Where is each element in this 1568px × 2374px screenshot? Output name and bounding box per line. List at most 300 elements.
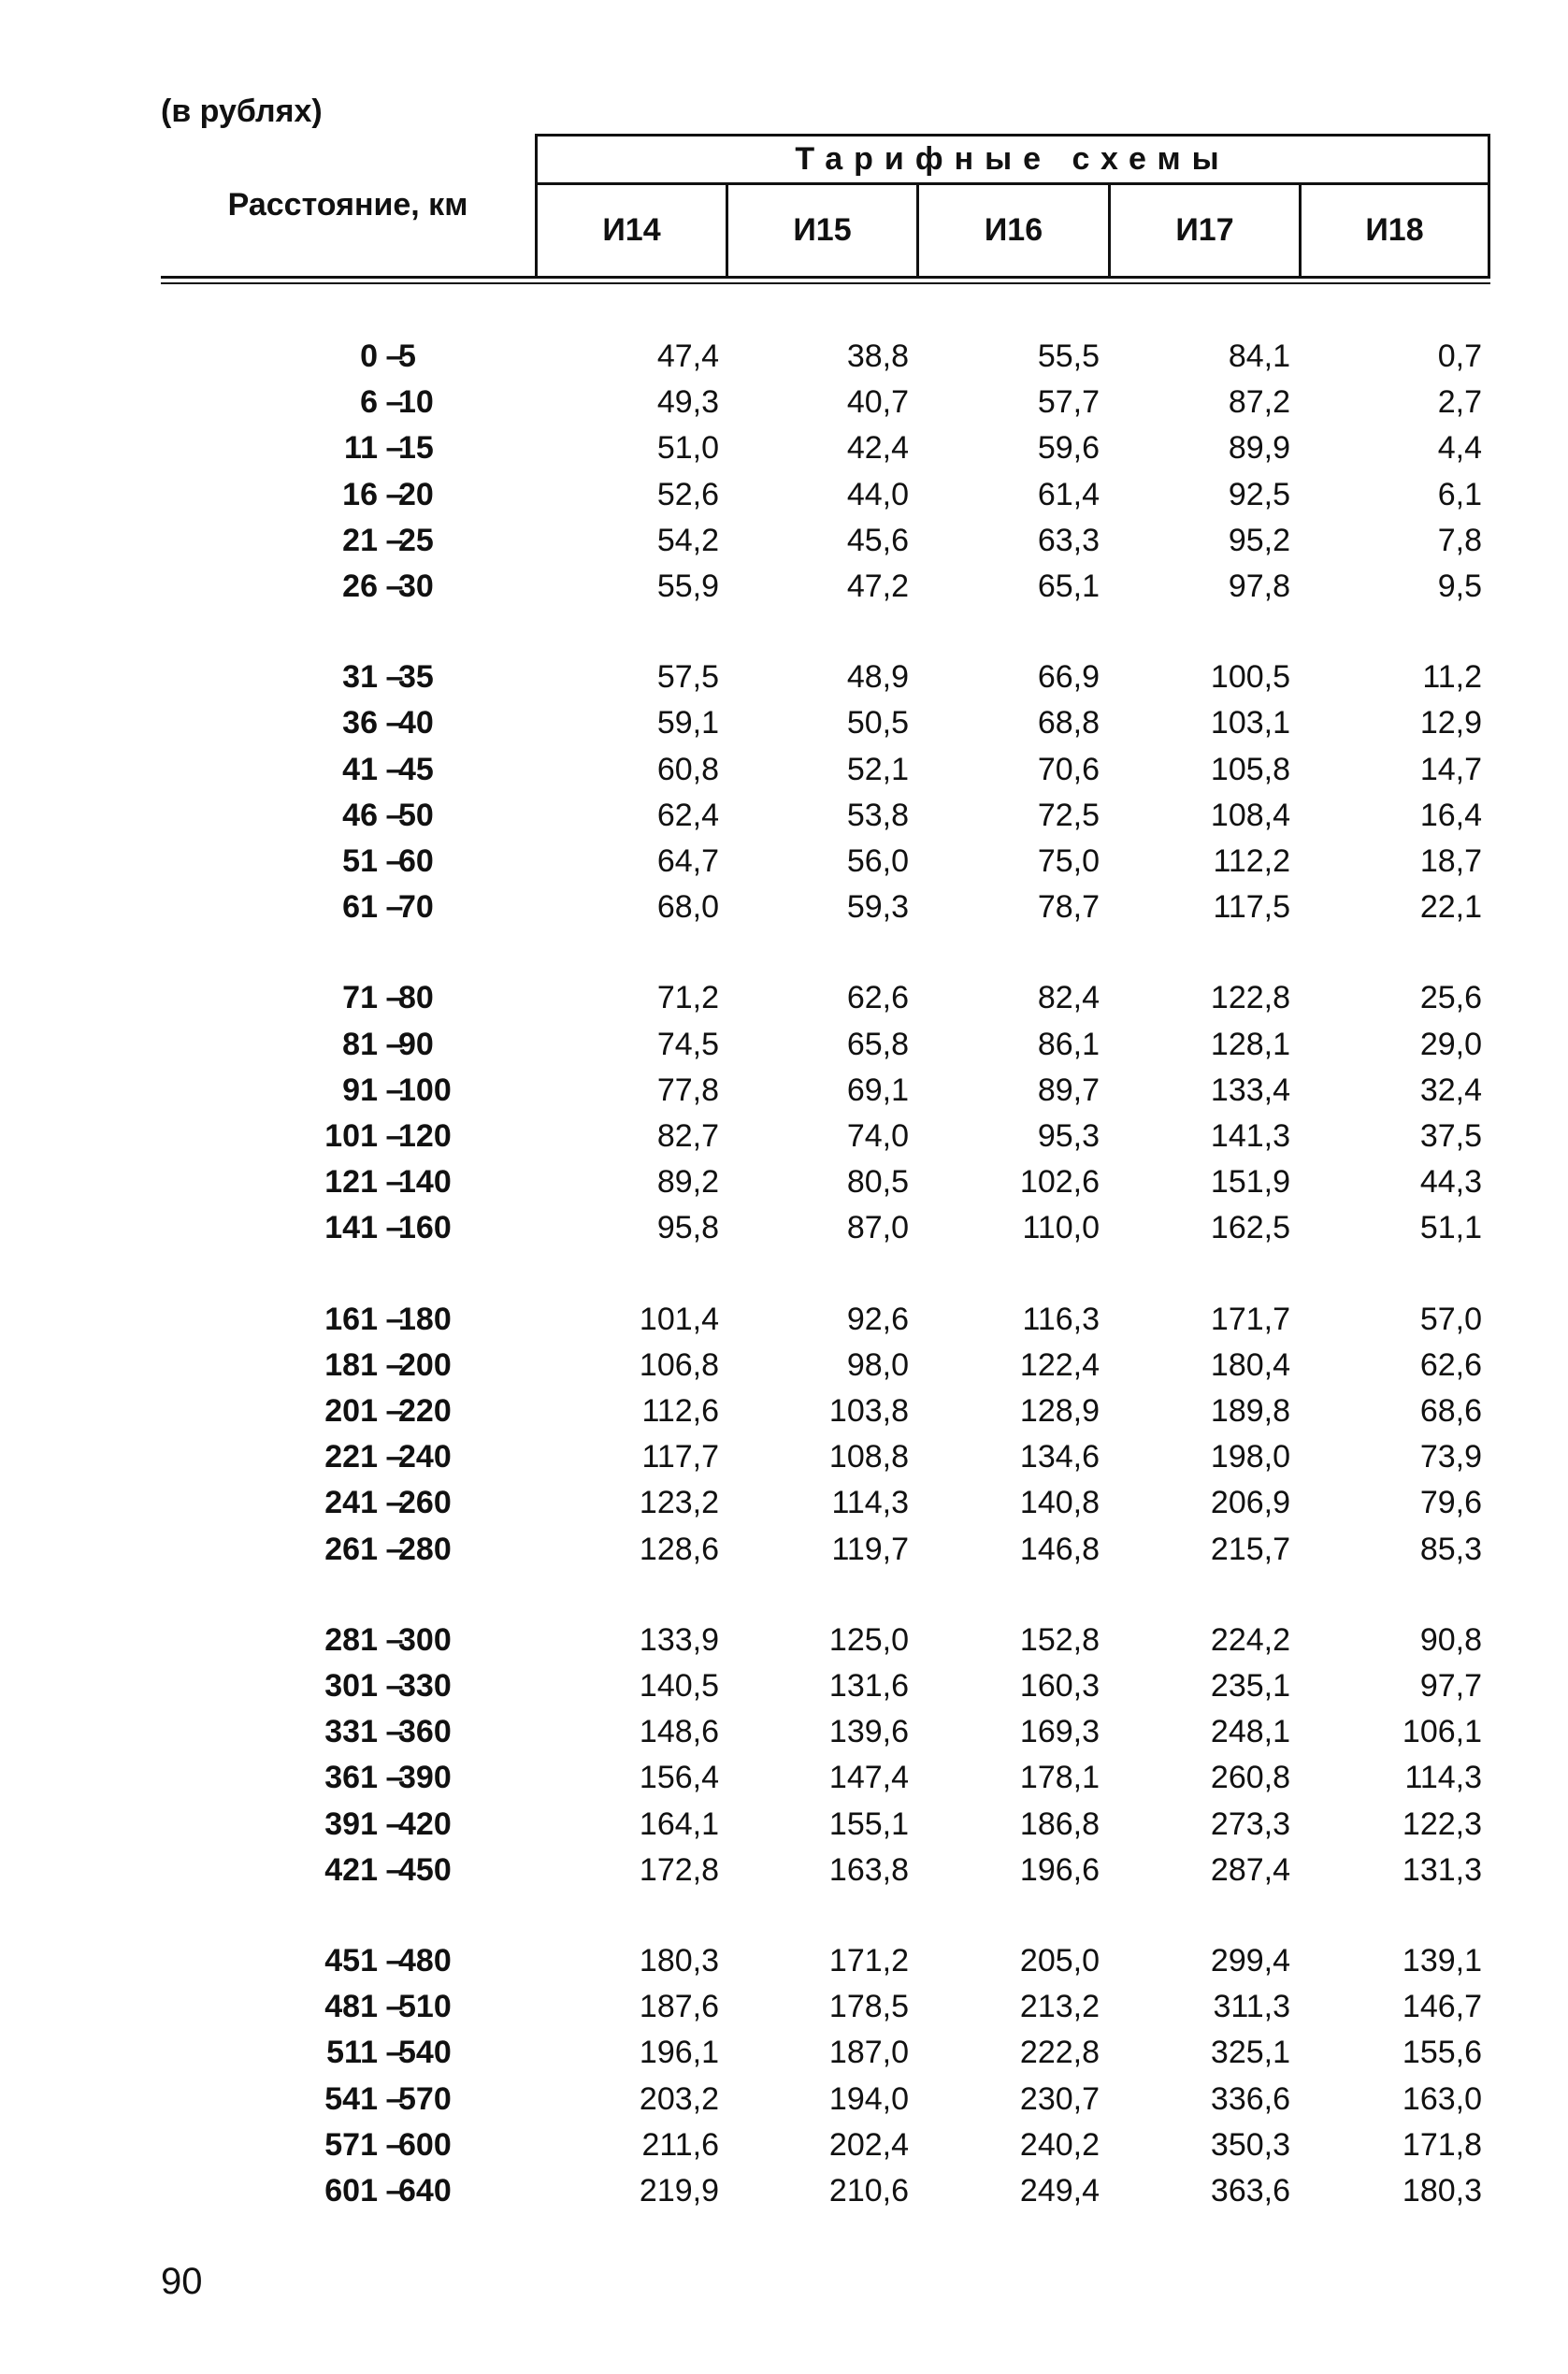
tariff-schemes-header: Тарифные схемы: [795, 141, 1230, 177]
tariff-value-И15: 56,0: [846, 843, 909, 879]
tariff-value-И18: 62,6: [1419, 1346, 1482, 1383]
tariff-value-И14: 49,3: [656, 384, 719, 421]
distance-from: 6: [360, 384, 378, 421]
table-row: [0, 1709, 1568, 1755]
tariff-value-И14: 71,2: [656, 980, 719, 1016]
distance-dash: –: [385, 476, 404, 512]
distance-from: 221: [324, 1439, 378, 1475]
tariff-value-И16: 63,3: [1037, 522, 1100, 558]
tariff-value-И17: 260,8: [1210, 1760, 1290, 1796]
table-row: [0, 1938, 1568, 1984]
distance-from: 36: [342, 705, 378, 741]
tariff-value-И17: 151,9: [1210, 1164, 1290, 1201]
tariff-value-И18: 32,4: [1419, 1072, 1482, 1108]
tariff-value-И15: 155,1: [828, 1806, 909, 1842]
tariff-value-И17: 350,3: [1210, 2126, 1290, 2163]
tariff-value-И18: 163,0: [1402, 2080, 1482, 2117]
distance-to: 90: [398, 1026, 434, 1062]
tariff-value-И14: 68,0: [656, 889, 719, 926]
tariff-value-И18: 29,0: [1419, 1026, 1482, 1062]
tariff-value-И18: 146,7: [1402, 1989, 1482, 2025]
tariff-value-И15: 40,7: [846, 384, 909, 421]
distance-from: 451: [324, 1943, 378, 1978]
distance-from: 121: [324, 1164, 378, 1201]
table-row: [0, 1618, 1568, 1663]
tariff-value-И16: 110,0: [1022, 1210, 1100, 1246]
distance-to: 220: [398, 1393, 452, 1429]
tariff-value-И18: 2,7: [1437, 384, 1482, 421]
distance-from: 481: [324, 1989, 378, 2025]
tariff-value-И17: 92,5: [1228, 476, 1290, 512]
tariff-value-И16: 89,7: [1037, 1072, 1100, 1108]
distance-from: 26: [342, 568, 378, 604]
tariff-value-И16: 78,7: [1037, 889, 1100, 926]
tariff-value-И16: 55,5: [1037, 338, 1100, 374]
tariff-value-И18: 180,3: [1402, 2173, 1482, 2209]
tariff-value-И18: 122,3: [1402, 1806, 1482, 1842]
distance-dash: –: [385, 797, 404, 833]
tariff-value-И17: 189,8: [1210, 1393, 1290, 1429]
tariff-value-И14: 123,2: [639, 1485, 719, 1521]
distance-dash: –: [385, 384, 404, 421]
tariff-value-И17: 122,8: [1210, 980, 1290, 1016]
table-row: [0, 334, 1568, 380]
distance-to: 300: [398, 1621, 452, 1658]
distance-dash: –: [385, 2126, 404, 2163]
table-row: [0, 1848, 1568, 1893]
distance-from: 361: [324, 1760, 378, 1796]
tariff-value-И14: 140,5: [639, 1668, 719, 1704]
tariff-value-И18: 51,1: [1419, 1210, 1482, 1246]
distance-from: 21: [342, 522, 378, 558]
distance-from: 31: [342, 659, 378, 696]
tariff-value-И18: 6,1: [1437, 476, 1482, 512]
table-row: [0, 2077, 1568, 2122]
tariff-value-И17: 97,8: [1228, 568, 1290, 604]
column-header-i14: И14: [602, 212, 661, 248]
distance-to: 360: [398, 1714, 452, 1750]
tariff-value-И14: 128,6: [639, 1531, 719, 1567]
tariff-value-И17: 162,5: [1210, 1210, 1290, 1246]
tariff-value-И17: 248,1: [1210, 1714, 1290, 1750]
table-row: [0, 1984, 1568, 2030]
distance-to: 40: [398, 705, 434, 741]
tariff-value-И15: 48,9: [846, 659, 909, 696]
tariff-value-И17: 273,3: [1210, 1806, 1290, 1842]
distance-dash: –: [385, 1072, 404, 1108]
tariff-value-И15: 194,0: [828, 2080, 909, 2117]
distance-from: 281: [324, 1621, 378, 1658]
distance-dash: –: [385, 843, 404, 879]
tariff-value-И18: 14,7: [1419, 751, 1482, 787]
distance-from: 601: [324, 2173, 378, 2209]
distance-from: 61: [342, 889, 378, 926]
tariff-value-И18: 73,9: [1419, 1439, 1482, 1475]
distance-header: Расстояние, км: [227, 186, 468, 223]
tariff-value-И14: 77,8: [656, 1072, 719, 1108]
tariff-value-И14: 112,6: [641, 1393, 719, 1429]
distance-from: 331: [324, 1714, 378, 1750]
distance-from: 241: [324, 1485, 378, 1521]
tariff-value-И14: 57,5: [656, 659, 719, 696]
table-row: [0, 1388, 1568, 1434]
tariff-value-И14: 156,4: [639, 1760, 719, 1796]
tariff-value-И16: 178,1: [1019, 1760, 1100, 1796]
tariff-value-И14: 95,8: [656, 1210, 719, 1246]
tariff-value-И15: 47,2: [846, 568, 909, 604]
distance-to: 600: [398, 2126, 452, 2163]
tariff-value-И16: 128,9: [1019, 1393, 1100, 1429]
tariff-value-И18: 106,1: [1402, 1714, 1482, 1750]
tariff-value-И17: 117,5: [1213, 889, 1290, 926]
tariff-value-И14: 172,8: [639, 1851, 719, 1888]
tariff-value-И14: 54,2: [656, 522, 719, 558]
tariff-value-И15: 74,0: [846, 1118, 909, 1154]
table-row: [0, 975, 1568, 1021]
distance-from: 101: [324, 1118, 378, 1154]
distance-to: 180: [398, 1301, 452, 1337]
tariff-value-И15: 62,6: [846, 980, 909, 1016]
tariff-value-И18: 97,7: [1419, 1668, 1482, 1704]
tariff-value-И18: 4,4: [1437, 430, 1482, 467]
table-row: [0, 1343, 1568, 1388]
tariff-value-И18: 68,6: [1419, 1393, 1482, 1429]
tariff-value-И15: 202,4: [828, 2126, 909, 2163]
distance-to: 15: [398, 430, 434, 467]
tariff-value-И15: 163,8: [828, 1851, 909, 1888]
distance-dash: –: [385, 1989, 404, 2025]
column-header-i18: И18: [1365, 212, 1424, 248]
tariff-value-И17: 206,9: [1210, 1485, 1290, 1521]
distance-to: 20: [398, 476, 434, 512]
distance-to: 390: [398, 1760, 452, 1796]
distance-to: 420: [398, 1806, 452, 1842]
distance-from: 161: [324, 1301, 378, 1337]
tariff-value-И14: 55,9: [656, 568, 719, 604]
tariff-value-И17: 141,3: [1210, 1118, 1290, 1154]
distance-to: 640: [398, 2173, 452, 2209]
tariff-value-И18: 139,1: [1402, 1943, 1482, 1978]
tariff-value-И17: 180,4: [1210, 1346, 1290, 1383]
distance-dash: –: [385, 1621, 404, 1658]
distance-from: 81: [342, 1026, 378, 1062]
distance-dash: –: [385, 1393, 404, 1429]
tariff-value-И15: 50,5: [846, 705, 909, 741]
distance-to: 510: [398, 1989, 452, 2025]
table-row: [0, 2030, 1568, 2076]
distance-dash: –: [385, 705, 404, 741]
tariff-value-И15: 92,6: [846, 1301, 909, 1337]
tariff-value-И18: 16,4: [1419, 797, 1482, 833]
distance-dash: –: [385, 1531, 404, 1567]
distance-to: 35: [398, 659, 434, 696]
tariff-value-И17: 215,7: [1210, 1531, 1290, 1567]
tariff-value-И14: 52,6: [656, 476, 719, 512]
tariff-value-И17: 287,4: [1210, 1851, 1290, 1888]
distance-from: 51: [342, 843, 378, 879]
distance-dash: –: [385, 568, 404, 604]
distance-from: 11: [344, 430, 378, 467]
tariff-value-И15: 187,0: [828, 2035, 909, 2071]
tariff-value-И14: 106,8: [639, 1346, 719, 1383]
tariff-value-И15: 59,3: [846, 889, 909, 926]
tariff-value-И14: 180,3: [639, 1943, 719, 1978]
tariff-value-И14: 219,9: [639, 2173, 719, 2209]
tariff-value-И18: 18,7: [1419, 843, 1482, 879]
tariff-value-И17: 128,1: [1210, 1026, 1290, 1062]
distance-dash: –: [385, 1301, 404, 1337]
distance-to: 70: [398, 889, 434, 926]
tariff-value-И16: 196,6: [1019, 1851, 1100, 1888]
tariff-value-И17: 103,1: [1210, 705, 1290, 741]
tariff-value-И15: 44,0: [846, 476, 909, 512]
tariff-value-И15: 125,0: [828, 1621, 909, 1658]
distance-to: 480: [398, 1943, 452, 1978]
table-row: [0, 2122, 1568, 2168]
tariff-value-И18: 44,3: [1419, 1164, 1482, 1201]
tariff-value-И16: 102,6: [1019, 1164, 1100, 1201]
tariff-value-И16: 222,8: [1019, 2035, 1100, 2071]
tariff-value-И17: 171,7: [1210, 1301, 1290, 1337]
tariff-value-И18: 0,7: [1437, 338, 1482, 374]
tariff-value-И17: 198,0: [1210, 1439, 1290, 1475]
column-header-i16: И16: [984, 212, 1043, 248]
tariff-value-И16: 70,6: [1037, 751, 1100, 787]
distance-to: 10: [398, 384, 434, 421]
table-row: [0, 1114, 1568, 1159]
distance-to: 25: [398, 522, 434, 558]
tariff-value-И18: 155,6: [1402, 2035, 1482, 2071]
distance-dash: –: [385, 1668, 404, 1704]
tariff-value-И15: 171,2: [828, 1943, 909, 1978]
tariff-value-И15: 45,6: [846, 522, 909, 558]
tariff-value-И17: 105,8: [1210, 751, 1290, 787]
tariff-value-И17: 224,2: [1210, 1621, 1290, 1658]
tariff-value-И17: 87,2: [1228, 384, 1290, 421]
distance-dash: –: [385, 1439, 404, 1475]
tariff-value-И16: 122,4: [1019, 1346, 1100, 1383]
tariff-value-И16: 82,4: [1037, 980, 1100, 1016]
tariff-value-И16: 134,6: [1019, 1439, 1100, 1475]
tariff-value-И15: 80,5: [846, 1164, 909, 1201]
tariff-value-И17: 336,6: [1210, 2080, 1290, 2117]
distance-dash: –: [385, 1851, 404, 1888]
tariff-value-И16: 205,0: [1019, 1943, 1100, 1978]
distance-from: 91: [342, 1072, 378, 1108]
tariff-value-И17: 84,1: [1228, 338, 1290, 374]
table-row: [0, 793, 1568, 839]
table-row: [0, 380, 1568, 425]
distance-to: 100: [398, 1072, 452, 1108]
distance-to: 260: [398, 1485, 452, 1521]
tariff-value-И16: 160,3: [1019, 1668, 1100, 1704]
table-row: [0, 747, 1568, 793]
distance-from: 46: [342, 797, 378, 833]
tariff-value-И15: 87,0: [846, 1210, 909, 1246]
distance-dash: –: [385, 1026, 404, 1062]
table-row: [0, 1802, 1568, 1848]
tariff-value-И14: 101,4: [639, 1301, 719, 1337]
distance-to: 30: [398, 568, 434, 604]
table-row: [0, 1755, 1568, 1801]
tariff-value-И16: 68,8: [1037, 705, 1100, 741]
table-row: [0, 839, 1568, 885]
unit-note: (в рублях): [161, 94, 323, 129]
column-header-i17: И17: [1175, 212, 1234, 248]
distance-from: 571: [324, 2126, 378, 2163]
distance-to: 45: [398, 751, 434, 787]
table-row: [0, 1205, 1568, 1251]
tariff-value-И15: 103,8: [828, 1393, 909, 1429]
tariff-value-И16: 72,5: [1037, 797, 1100, 833]
tariff-value-И17: 363,6: [1210, 2173, 1290, 2209]
tariff-value-И16: 59,6: [1037, 430, 1100, 467]
distance-dash: –: [385, 1164, 404, 1201]
tariff-value-И14: 59,1: [656, 705, 719, 741]
distance-from: 301: [324, 1668, 378, 1704]
table-row: [0, 2168, 1568, 2214]
table-row: [0, 1434, 1568, 1480]
tariff-value-И16: 75,0: [1037, 843, 1100, 879]
tariff-value-И16: 249,4: [1019, 2173, 1100, 2209]
tariff-value-И14: 187,6: [639, 1989, 719, 2025]
tariff-value-И16: 152,8: [1019, 1621, 1100, 1658]
table-row: [0, 1527, 1568, 1573]
tariff-value-И18: 79,6: [1419, 1485, 1482, 1521]
tariff-value-И18: 7,8: [1437, 522, 1482, 558]
tariff-value-И18: 37,5: [1419, 1118, 1482, 1154]
tariff-value-И15: 69,1: [846, 1072, 909, 1108]
tariff-value-И18: 57,0: [1419, 1301, 1482, 1337]
table-row: [0, 1297, 1568, 1343]
distance-dash: –: [385, 1943, 404, 1978]
tariff-value-И14: 148,6: [639, 1714, 719, 1750]
distance-to: 200: [398, 1346, 452, 1383]
tariff-value-И15: 65,8: [846, 1026, 909, 1062]
distance-dash: –: [385, 1714, 404, 1750]
distance-to: 120: [398, 1118, 452, 1154]
distance-from: 181: [324, 1346, 378, 1383]
tariff-value-И14: 51,0: [656, 430, 719, 467]
distance-to: 60: [398, 843, 434, 879]
tariff-value-И17: 112,2: [1213, 843, 1290, 879]
tariff-value-И16: 61,4: [1037, 476, 1100, 512]
distance-from: 421: [324, 1851, 378, 1888]
tariff-value-И14: 133,9: [639, 1621, 719, 1658]
tariff-value-И16: 146,8: [1019, 1531, 1100, 1567]
distance-from: 511: [326, 2035, 378, 2071]
distance-dash: –: [385, 430, 404, 467]
tariff-value-И16: 65,1: [1037, 568, 1100, 604]
distance-dash: –: [385, 1806, 404, 1842]
distance-dash: –: [385, 751, 404, 787]
distance-from: 41: [342, 751, 378, 787]
table-row: [0, 1022, 1568, 1068]
tariff-value-И14: 164,1: [639, 1806, 719, 1842]
tariff-value-И17: 133,4: [1210, 1072, 1290, 1108]
distance-dash: –: [385, 1210, 404, 1246]
tariff-value-И16: 140,8: [1019, 1485, 1100, 1521]
table-row: [0, 700, 1568, 746]
distance-dash: –: [385, 2080, 404, 2117]
tariff-value-И18: 9,5: [1437, 568, 1482, 604]
tariff-value-И17: 100,5: [1210, 659, 1290, 696]
page-number: 90: [161, 2261, 203, 2302]
distance-from: 141: [324, 1210, 378, 1246]
tariff-value-И18: 11,2: [1422, 659, 1482, 696]
distance-to: 540: [398, 2035, 452, 2071]
distance-from: 0: [360, 338, 378, 374]
tariff-value-И15: 38,8: [846, 338, 909, 374]
tariff-value-И17: 89,9: [1228, 430, 1290, 467]
distance-from: 201: [324, 1393, 378, 1429]
tariff-value-И15: 53,8: [846, 797, 909, 833]
tariff-value-И16: 186,8: [1019, 1806, 1100, 1842]
distance-dash: –: [385, 980, 404, 1016]
tariff-value-И15: 42,4: [846, 430, 909, 467]
distance-from: 261: [324, 1531, 378, 1567]
distance-to: 280: [398, 1531, 452, 1567]
distance-to: 240: [398, 1439, 452, 1475]
tariff-value-И16: 240,2: [1019, 2126, 1100, 2163]
tariff-value-И14: 89,2: [656, 1164, 719, 1201]
table-row: [0, 1159, 1568, 1205]
tariff-value-И16: 116,3: [1022, 1301, 1100, 1337]
tariff-value-И16: 213,2: [1019, 1989, 1100, 2025]
table-row: [0, 564, 1568, 610]
distance-to: 450: [398, 1851, 452, 1888]
tariff-value-И15: 139,6: [828, 1714, 909, 1750]
tariff-value-И14: 47,4: [656, 338, 719, 374]
tariff-value-И15: 210,6: [828, 2173, 909, 2209]
table-row: [0, 1480, 1568, 1526]
table-row: [0, 1068, 1568, 1114]
tariff-value-И14: 82,7: [656, 1118, 719, 1154]
table-row: [0, 885, 1568, 930]
tariff-value-И17: 299,4: [1210, 1943, 1290, 1978]
tariff-value-И14: 211,6: [641, 2126, 719, 2163]
distance-to: 5: [398, 338, 416, 374]
tariff-value-И16: 169,3: [1019, 1714, 1100, 1750]
tariff-value-И15: 131,6: [828, 1668, 909, 1704]
distance-dash: –: [385, 1118, 404, 1154]
distance-to: 140: [398, 1164, 452, 1201]
tariff-value-И18: 114,3: [1404, 1760, 1482, 1796]
tariff-value-И14: 62,4: [656, 797, 719, 833]
tariff-value-И15: 119,7: [831, 1531, 909, 1567]
distance-to: 160: [398, 1210, 452, 1246]
tariff-value-И15: 178,5: [828, 1989, 909, 2025]
distance-dash: –: [385, 1346, 404, 1383]
tariff-value-И18: 131,3: [1402, 1851, 1482, 1888]
tariff-value-И14: 74,5: [656, 1026, 719, 1062]
distance-to: 330: [398, 1668, 452, 1704]
tariff-value-И15: 52,1: [846, 751, 909, 787]
tariff-value-И15: 108,8: [828, 1439, 909, 1475]
distance-to: 570: [398, 2080, 452, 2117]
table-row: [0, 425, 1568, 471]
tariff-value-И17: 325,1: [1210, 2035, 1290, 2071]
distance-from: 71: [342, 980, 378, 1016]
distance-to: 80: [398, 980, 434, 1016]
table-row: [0, 1663, 1568, 1709]
distance-dash: –: [385, 522, 404, 558]
tariff-value-И14: 60,8: [656, 751, 719, 787]
tariff-value-И15: 114,3: [831, 1485, 909, 1521]
table-row: [0, 472, 1568, 518]
distance-dash: –: [385, 2173, 404, 2209]
tariff-value-И15: 147,4: [828, 1760, 909, 1796]
